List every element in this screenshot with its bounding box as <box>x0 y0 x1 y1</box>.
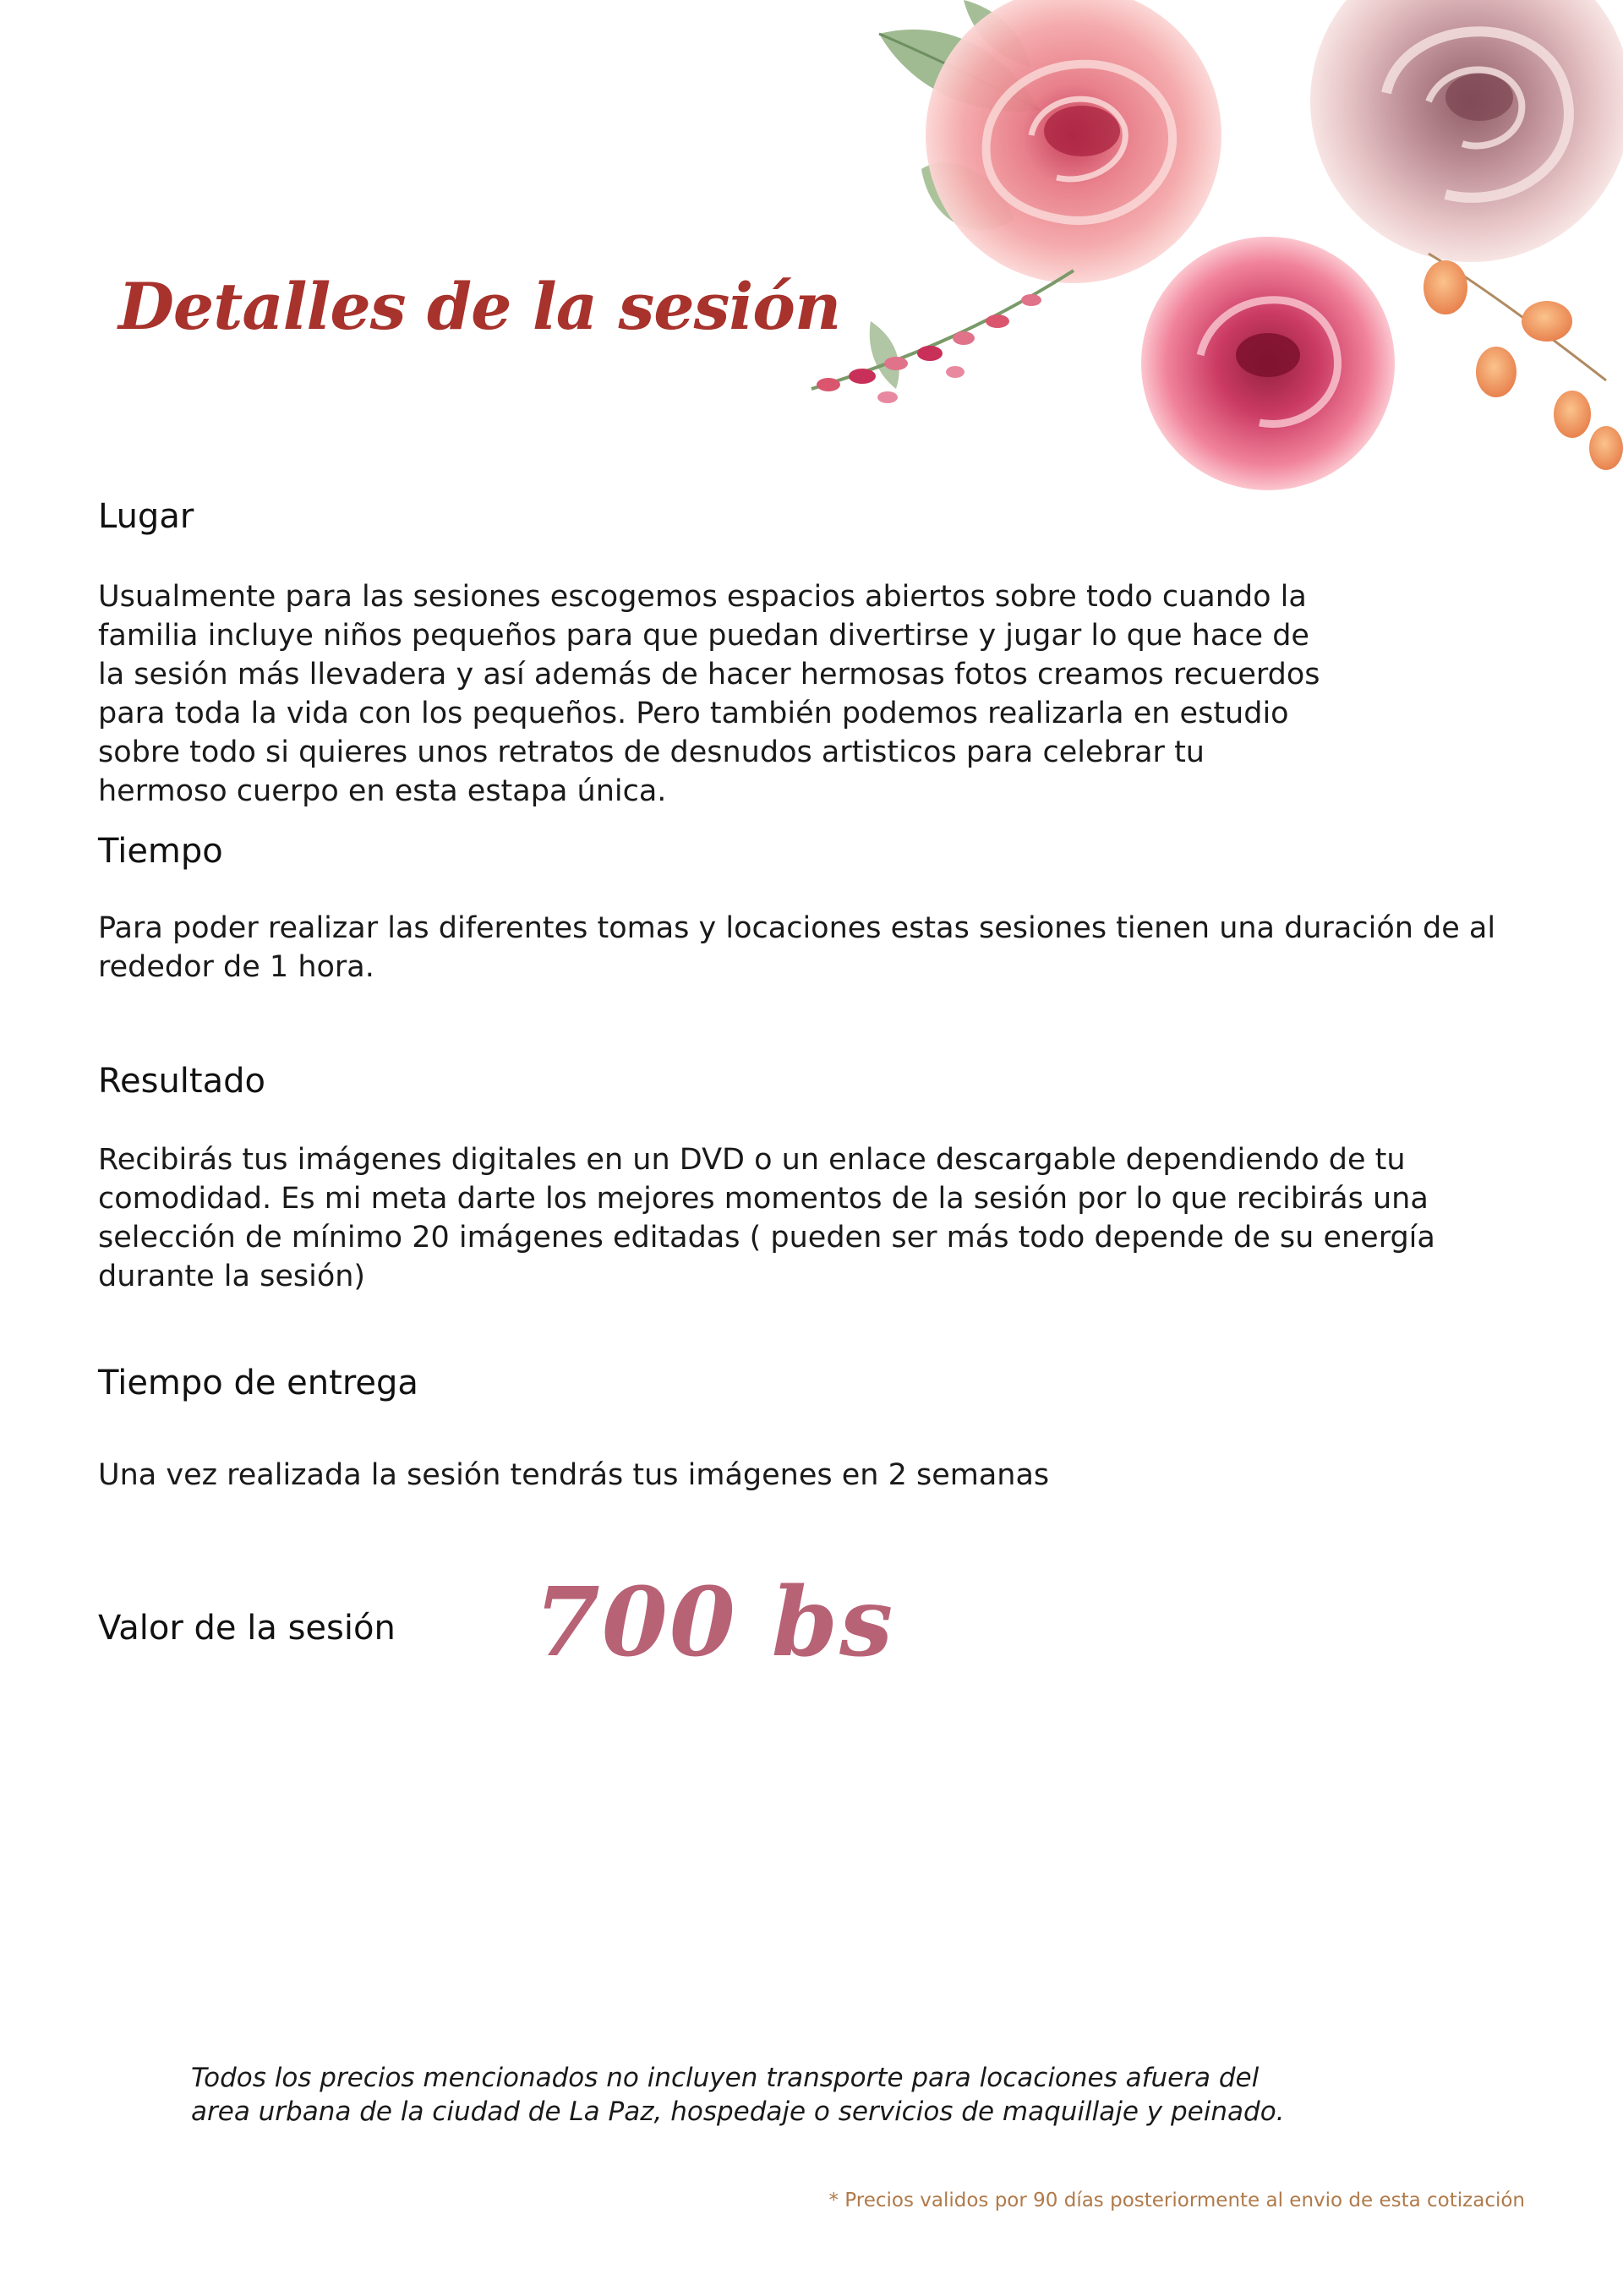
validity-footnote: * Precios validos por 90 días posteriormente al envio de esta cotización <box>828 2189 1525 2211</box>
price-value: 700 bs <box>534 1567 895 1678</box>
disclaimer-line: area urbana de la ciudad de La Paz, hospedaje o servicios de maquillaje y peinado. <box>191 2096 1285 2127</box>
section-body-entrega <box>98 1456 1049 1495</box>
disclaimer <box>191 2061 1285 2129</box>
section-heading-tiempo: Tiempo <box>98 832 223 871</box>
rose-icon <box>1310 0 1623 262</box>
paragraph-line: Una vez realizada la sesión tendrás tus imágenes en 2 semanas <box>98 1458 1050 1492</box>
paragraph-line: Recibirás tus imágenes digitales en un DVD o un enlace descargable dependiendo de tu <box>98 1143 1406 1177</box>
paragraph-line: Usualmente para las sesiones escogemos espacios abiertos sobre todo cuando la <box>98 580 1307 614</box>
paragraph-line: rededor de 1 hora. <box>98 950 374 984</box>
paragraph-line: Para poder realizar las diferentes tomas y locaciones estas sesiones tienen una duración de al <box>98 911 1496 945</box>
page-title: Detalles de la sesión <box>118 269 841 344</box>
section-heading-resultado: Resultado <box>98 1062 265 1101</box>
sprig-icon <box>812 271 1074 403</box>
price-label: Valor de la sesión <box>98 1609 396 1648</box>
section-body-lugar <box>98 577 1320 811</box>
section-body-tiempo <box>98 909 1495 987</box>
paragraph-line: la sesión más llevadera y así además de hacer hermosas fotos creamos recuerdos <box>98 658 1320 692</box>
rose-icon <box>1141 237 1395 490</box>
section-heading-lugar: Lugar <box>98 497 194 536</box>
rose-icon <box>926 0 1221 283</box>
paragraph-line: hermoso cuerpo en esta estapa única. <box>98 774 667 808</box>
paragraph-line: selección de mínimo 20 imágenes editadas ( pueden ser más todo depende de su energía <box>98 1221 1435 1255</box>
paragraph-line: comodidad. Es mi meta darte los mejores momentos de la sesión por lo que recibirás una <box>98 1182 1429 1216</box>
paragraph-line: para toda la vida con los pequeños. Pero también podemos realizarla en estudio <box>98 697 1289 730</box>
section-body-resultado <box>98 1140 1435 1296</box>
paragraph-line: familia incluye niños pequeños para que puedan divertirse y jugar lo que hace de <box>98 619 1309 653</box>
section-heading-entrega: Tiempo de entrega <box>98 1364 418 1402</box>
disclaimer-line: Todos los precios mencionados no incluyen transporte para locaciones afuera del <box>191 2063 1260 2093</box>
paragraph-line: durante la sesión) <box>98 1260 366 1293</box>
paragraph-line: sobre todo si quieres unos retratos de desnudos artisticos para celebrar tu <box>98 735 1205 769</box>
watercolor-roses-icon <box>795 0 1623 507</box>
bud-icon <box>1424 254 1623 470</box>
